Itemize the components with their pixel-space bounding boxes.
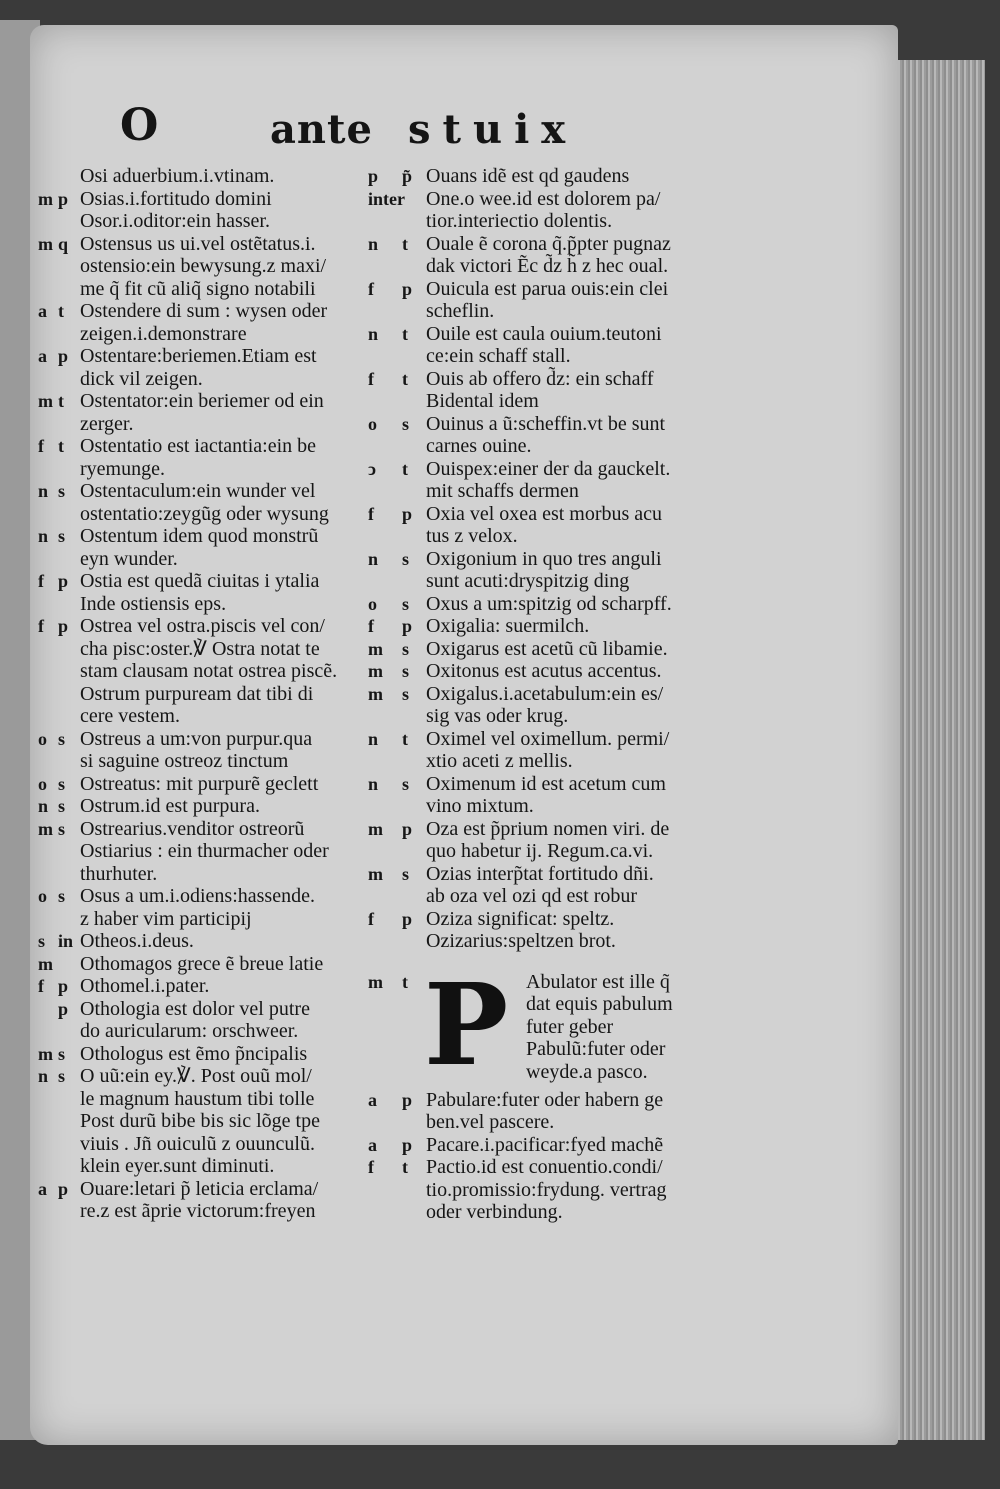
entry-line: Oxitonus est acutus accentus. [426,660,662,682]
dictionary-entry [368,818,713,863]
dictionary-entry [38,930,358,953]
gender-mark: m [368,971,383,992]
entry-line: Othomel.i.pater. [80,975,210,997]
gender-mark: p [368,166,379,186]
entry-line: me q̃ fit cũ aliq̃ signo notabili [80,277,316,300]
part-of-speech-mark: s [58,818,66,839]
part-of-speech-mark: s [58,796,66,816]
dictionary-entry [368,863,713,908]
right-column [368,165,713,1224]
entry-line: Ostrea vel ostra.piscis vel con/ [80,615,325,637]
part-of-speech-mark: in [58,931,74,951]
entry-line: Osor.i.oditor:ein hasser. [80,210,270,232]
entry-line: ce:ein schaff stall. [426,345,571,367]
gender-mark: o [368,413,377,434]
entry-line: Ostentare:beriemen.Etiam est [80,345,317,367]
gender-mark: m [368,818,383,839]
gender-mark: n [368,548,379,569]
dictionary-entry [38,728,358,773]
dictionary-entry [38,435,358,480]
entry-line: Post durũ bibe bis sic lõge tpe [80,1110,320,1132]
gender-mark: n [38,481,49,501]
decorated-initial-p: P [424,959,509,1091]
entry-line: Pabulare:futer oder habern ge [426,1088,664,1111]
part-of-speech-mark: p [58,188,69,209]
entry-line: Oziza significat: speltz. [426,907,615,930]
entry-line: Ouale ẽ corona q̃.p̃pter pugnaz [426,232,671,255]
gender-mark: m [368,638,383,659]
entry-line: mit schaffs dermen [426,480,579,502]
running-header [120,100,620,160]
entry-line: eyn wunder. [80,547,178,570]
part-of-speech-mark: t [402,233,408,254]
gender-mark: m [368,661,383,681]
gender-mark: ↄ [368,458,376,479]
entry-line: Ozias interp̃tat fortitudo dñi. [426,862,654,885]
entry-line: Ostentum idem quod monstrũ [80,525,319,547]
page-block-edge [890,60,985,1440]
header-word-last: stuix [408,106,578,153]
entry-line: Ouicula est parua ouis:ein clei [426,277,669,300]
gender-mark: m [38,188,53,209]
part-of-speech-mark: q [58,233,69,254]
gender-mark: a [38,346,47,366]
dictionary-entry [38,953,358,976]
dictionary-entry [38,525,358,570]
dictionary-entry [368,660,713,683]
dictionary-entry [38,210,358,233]
dictionary-entry [38,390,358,435]
dictionary-entry [368,503,713,548]
gender-mark: o [38,886,47,906]
gender-mark: n [368,233,379,254]
dictionary-entry [368,908,713,953]
dictionary-entry [368,548,713,593]
entry-line: viuis . Jñ ouiculũ z ouunculũ. [80,1132,315,1155]
entry-line: ostensio:ein bewysung.z maxi/ [80,255,327,277]
gender-mark: n [368,773,379,794]
gender-mark: m [368,863,383,884]
dictionary-entry [368,188,713,233]
header-word-first: ante [270,106,373,153]
entry-line: Ostiarius : ein thurmacher oder [80,840,329,862]
dictionary-entry [368,233,713,278]
entry-line: Oximenum id est acetum cum [426,772,666,795]
gender-mark: f [368,503,374,524]
entry-line: Oxigalia: suermilch. [426,615,590,637]
gender-mark: a [38,301,47,321]
entry-line: Ouinus a ũ:scheffin.vt be sunt [426,412,666,435]
dictionary-entry [38,345,358,390]
initial-entry-text [526,971,716,1084]
part-of-speech-mark: s [58,1066,66,1086]
gender-mark: n [38,1066,49,1086]
entry-line: Oza est p̃prium nomen viri. de [426,817,670,840]
entry-line: quo habetur ij. Regum.ca.vi. [426,840,654,862]
entry-line: carnes ouine. [426,435,532,457]
entry-line: ben.vel pascere. [426,1111,555,1133]
dictionary-entry [38,1065,358,1178]
gender-mark: o [38,773,47,794]
part-of-speech-mark: p [402,278,413,299]
entry-line: le magnum haustum tibi tolle [80,1087,315,1110]
entry-line: xtio aceti z mellis. [426,750,573,772]
entry-line: Osi aduerbium.i.vtinam. [80,165,275,187]
gender-mark: n [368,728,379,749]
part-of-speech-mark: s [402,683,410,704]
header-letter: O [120,100,159,151]
dictionary-entry [368,413,713,458]
entry-line: klein eyer.sunt diminuti. [80,1155,275,1177]
part-of-speech-mark: s [58,728,66,749]
part-of-speech-mark: p [58,571,69,591]
part-of-speech-mark: t [402,728,408,749]
part-of-speech-mark: p [402,1089,413,1110]
entry-line: Otheos.i.deus. [80,930,194,952]
part-of-speech-mark: p [58,998,69,1019]
entry-line: Oximel vel oximellum. permi/ [426,727,670,750]
dictionary-entry [38,233,358,301]
gender-mark: f [38,976,44,996]
entry-line: zerger. [80,412,134,435]
part-of-speech-mark: s [402,548,410,569]
entry-line: dat equis pabulum [526,993,673,1015]
dictionary-entry [368,458,713,503]
dictionary-entry [368,773,713,818]
entry-line: Pacare.i.pacificar:fyed machẽ [426,1133,664,1156]
part-of-speech-mark: p [402,503,413,524]
entry-line: futer geber [526,1015,614,1038]
part-of-speech-mark: p [58,616,69,636]
part-of-speech-mark: p [402,616,413,636]
part-of-speech-mark: p [402,818,413,839]
dictionary-entry [368,728,713,773]
dictionary-entry [38,188,358,211]
entry-line: re.z est ãprie victorum:freyen [80,1200,316,1222]
gender-mark: f [38,571,44,591]
entry-line: Ostreus a um:von purpur.qua [80,727,313,750]
entry-line: Ouans idẽ est qd gaudens [426,165,630,187]
part-of-speech-mark: t [58,436,64,456]
entry-line: scheflin. [426,300,495,322]
part-of-speech-mark: s [58,886,66,906]
entry-line: vino mixtum. [426,795,534,817]
entry-line: oder verbindung. [426,1201,563,1223]
dictionary-entry [368,1134,713,1157]
gender-mark: o [38,728,47,749]
entry-line: One.o wee.id est dolorem pa/ [426,187,661,210]
dictionary-entry [368,683,713,728]
part-of-speech-mark: s [402,773,410,794]
dictionary-entry [38,570,358,615]
entry-line: Othologus est ẽmo p̃ncipalis [80,1042,308,1065]
part-of-speech-mark: s [402,413,410,434]
gender-mark: s [38,931,46,951]
entry-line: zeigen.i.demonstrare [80,322,247,345]
entry-line: do auricularum: orschweer. [80,1020,299,1042]
entry-line: Ostia est quedã ciuitas i ytalia [80,570,320,592]
part-of-speech-mark: s [402,593,410,614]
dictionary-entry [38,1043,358,1066]
gender-mark: f [38,436,44,456]
entry-line: sig vas oder krug. [426,705,569,727]
gender-mark: m [368,683,383,704]
part-of-speech-mark: t [58,301,64,321]
part-of-speech-mark: p [402,1134,413,1155]
entry-line: Oxigonium in quo tres anguli [426,547,662,570]
entry-line: Inde ostiensis eps. [80,592,227,615]
dictionary-entry [38,1178,358,1223]
entry-line: tior.interiectio dolentis. [426,210,613,232]
dictionary-entry [368,638,713,661]
entry-line: Othologia est dolor vel putre [80,997,310,1020]
entry-line: sunt acuti:dryspitzig ding [426,570,630,592]
part-of-speech-mark: t [402,971,408,992]
dictionary-entry [38,885,358,930]
dictionary-entry [38,480,358,525]
entry-line: Osias.i.fortitudo domini [80,187,272,210]
initial-p-entry [368,959,713,1091]
entry-line: Pabulũ:futer oder [526,1038,666,1060]
part-of-speech-mark: t [402,368,408,389]
entry-line: weyde.a pasco. [526,1060,648,1083]
dictionary-entry [368,615,713,638]
gender-mark: a [368,1089,377,1110]
entry-line: thurhuter. [80,862,158,885]
gender-mark: n [38,526,49,546]
gender-mark: inter [368,188,405,209]
entry-line: Pactio.id est conuentio.condi/ [426,1156,663,1178]
dictionary-entry [38,998,358,1043]
entry-line: z haber vim participij [80,907,252,930]
dictionary-entry [368,165,713,188]
entry-line: Bidental idem [426,390,539,412]
entry-line: dick vil zeigen. [80,367,203,390]
part-of-speech-mark: t [58,391,64,411]
dictionary-entry [368,1089,713,1134]
entry-line: Abulator est ille q̃ [526,970,670,993]
dictionary-entry [368,323,713,368]
entry-line: Ouare:letari p̃ leticia erclama/ [80,1177,319,1200]
dictionary-entry [38,818,358,886]
entry-line: Ostentaculum:ein wunder vel [80,480,316,502]
gender-mark: o [368,593,377,614]
entry-line: cere vestem. [80,705,180,727]
dictionary-entry [368,593,713,616]
gender-mark: m [38,818,53,839]
gender-mark: a [368,1134,377,1155]
left-column [38,165,358,1223]
dictionary-entry [368,368,713,413]
part-of-speech-mark: p̃ [402,166,413,186]
entry-line: Oxigalus.i.acetabulum:ein es/ [426,682,664,705]
entry-line: ryemunge. [80,457,165,480]
part-of-speech-mark: t [402,323,408,344]
gender-mark: f [368,908,374,929]
entry-line: si saguine ostreoz tinctum [80,750,289,772]
dictionary-entry [38,773,358,796]
part-of-speech-mark: p [58,976,69,996]
entry-line: dak victori Ẽc d̃z h̃ z hec oual. [426,255,669,277]
entry-line: stam clausam notat ostrea piscẽ. [80,660,338,682]
entry-line: Ouis ab offero d̃z: ein schaff [426,367,654,390]
entry-line: Ostensus us ui.vel ostẽtatus.i. [80,232,316,255]
entry-line: Ouispex:einer der da gauckelt. [426,457,671,480]
entry-line: Ouile est caula ouium.teutoni [426,322,662,345]
part-of-speech-mark: s [402,638,410,659]
entry-line: Ostrum purpuream dat tibi di [80,682,314,705]
gender-mark: f [38,616,44,636]
gender-mark: m [38,391,53,411]
gender-mark: m [38,953,53,974]
gender-mark: f [368,1157,374,1177]
entry-line: Ostreatus: mit purpurẽ geclett [80,772,319,795]
dictionary-entry [38,615,358,728]
entry-line: tio.promissio:frydung. vertrag [426,1178,667,1201]
entry-line: Osus a um.i.odiens:hassende. [80,885,315,907]
part-of-speech-mark: s [402,661,410,681]
entry-line: Oxigarus est acetũ cũ libamie. [426,637,668,660]
gender-mark: a [38,1178,47,1199]
dictionary-entry [38,795,358,818]
entry-line: ab oza vel ozi qd est robur [426,885,638,907]
dictionary-entry [38,300,358,345]
gender-mark: m [38,1043,53,1064]
gender-mark: m [38,233,53,254]
part-of-speech-mark: s [58,773,66,794]
entry-line: Oxus a um:spitzig od scharpff. [426,592,672,615]
part-of-speech-mark: s [58,481,66,501]
gender-mark: n [38,796,49,816]
part-of-speech-mark: t [402,1157,408,1177]
part-of-speech-mark: s [58,1043,66,1064]
dictionary-entry [38,975,358,998]
entry-line: Ostentatio est iactantia:ein be [80,435,317,457]
entry-line: Othomagos grece ẽ breue latie [80,952,324,975]
entry-line: Oxia vel oxea est morbus acu [426,502,663,525]
gender-mark: n [368,323,379,344]
dictionary-entry [38,165,358,188]
part-of-speech-mark: s [58,526,66,546]
entry-line: Ostrearius.venditor ostreorũ [80,817,305,840]
entry-line: ostentatio:zeygũg oder wysung [80,502,329,525]
entry-line: cha pisc:oster.℣ Ostra notat te [80,637,320,660]
entry-line: Ozizarius:speltzen brot. [426,930,616,952]
part-of-speech-mark: p [58,346,69,366]
dictionary-entry [368,1156,713,1224]
entry-line: Ostendere di sum : wysen oder [80,300,328,322]
part-of-speech-mark: s [402,863,410,884]
gender-mark: f [368,368,374,389]
gender-mark: f [368,616,374,636]
entry-line: tus z velox. [426,525,518,547]
dictionary-entry [368,278,713,323]
entry-line: Ostrum.id est purpura. [80,795,260,817]
part-of-speech-mark: p [58,1178,69,1199]
part-of-speech-mark: p [402,908,413,929]
entry-line: O uũ:ein ey.℣. Post ouũ mol/ [80,1065,312,1087]
gender-mark: f [368,278,374,299]
part-of-speech-mark: t [402,458,408,479]
entry-line: Ostentator:ein beriemer od ein [80,390,324,412]
